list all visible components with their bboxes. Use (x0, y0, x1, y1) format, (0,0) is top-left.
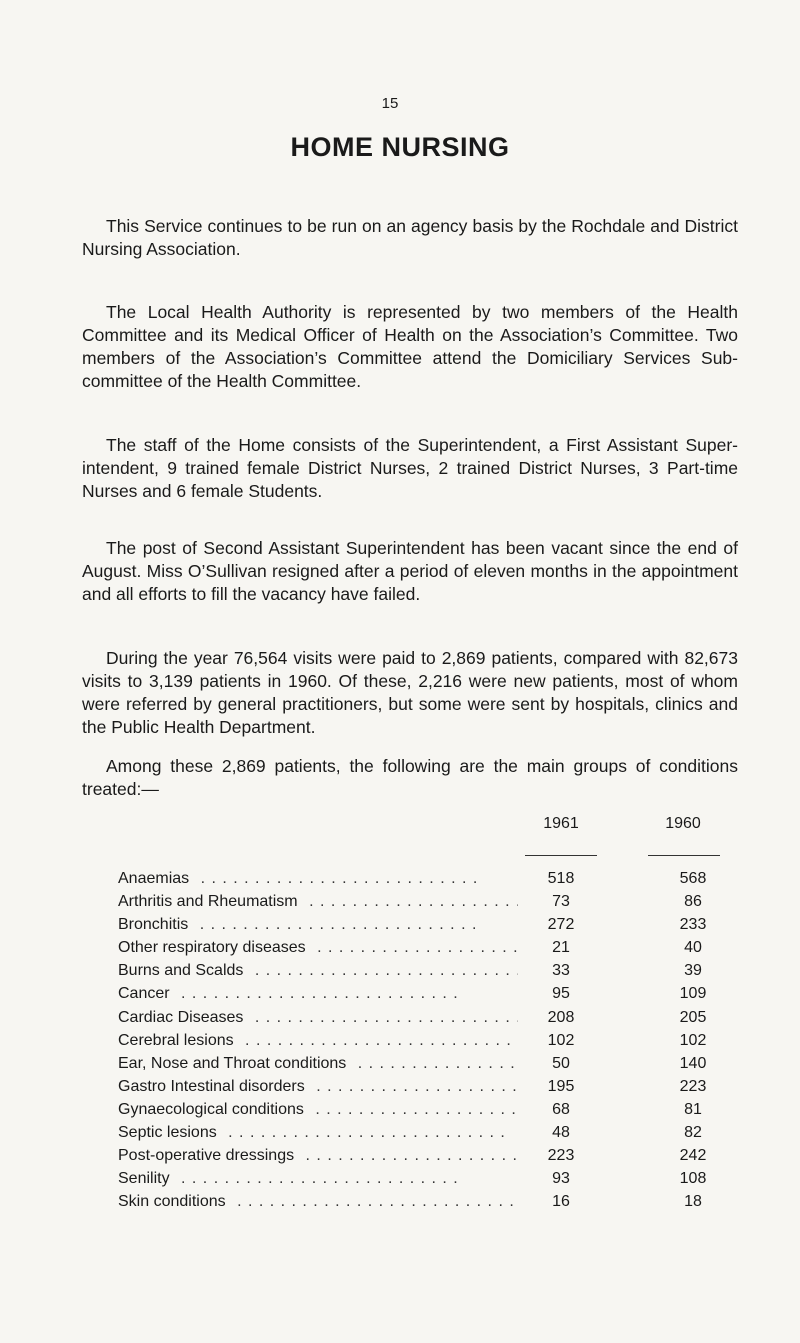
value-1961: 21 (552, 939, 570, 957)
value-1961: 73 (552, 893, 570, 911)
condition-label-text: Skin conditions (118, 1193, 232, 1210)
table-row (118, 1052, 758, 1075)
condition-label-text: Gynaecological conditions (118, 1101, 310, 1118)
value-1960: 233 (679, 916, 707, 934)
condition-label-text: Other respiratory diseases (118, 939, 312, 956)
table-header (118, 815, 758, 867)
table-row (118, 867, 758, 890)
value-1961: 208 (547, 1008, 575, 1026)
value-1961: 95 (552, 985, 570, 1003)
value-1961: 272 (547, 916, 575, 934)
table-row (118, 1144, 758, 1167)
condition-label-text: Cerebral lesions (118, 1032, 240, 1049)
table-row (118, 1006, 758, 1029)
condition-label (118, 1121, 518, 1144)
table-row (118, 959, 758, 982)
value-1960: 40 (684, 939, 702, 957)
paragraph-conditions-intro: Among these 2,869 patients, the following are the main groups of conditions treated:— (82, 756, 738, 799)
condition-label-text: Cancer (118, 985, 176, 1002)
condition-label-text: Post-operative dressings (118, 1147, 300, 1164)
condition-label (118, 1052, 518, 1075)
table-row (118, 890, 758, 913)
column-header-1960: 1960 (665, 815, 701, 832)
condition-label (118, 982, 518, 1005)
value-1961: 195 (547, 1077, 575, 1095)
value-1960: 109 (679, 985, 707, 1003)
table-row (118, 1029, 758, 1052)
table-row (118, 1075, 758, 1098)
condition-label-text: Burns and Scalds (118, 962, 249, 979)
table-row (118, 1121, 758, 1144)
value-1960: 81 (684, 1100, 702, 1118)
value-1960: 18 (684, 1193, 702, 1211)
condition-label (118, 1190, 518, 1213)
condition-label-text: Septic lesions (118, 1124, 223, 1141)
conditions-table (118, 815, 758, 1213)
condition-label (118, 1075, 518, 1098)
condition-label-text: Senility (118, 1170, 176, 1187)
condition-label (118, 936, 518, 959)
value-1961: 102 (547, 1031, 575, 1049)
condition-label-text: Gastro Intestinal disorders (118, 1078, 311, 1095)
condition-label-text: Ear, Nose and Throat conditions (118, 1055, 352, 1072)
paragraph-visits: During the year 76,564 visits were paid to 2,869 patients, compared with 82,673 visits to 3,139 patients in 1960. Of these, 2,216 were new patients, most of whom were referred by general practitioners, but some were sent by hospitals, clinics and the Public Health Department. (82, 648, 738, 737)
condition-label-text: Anaemias (118, 870, 195, 887)
condition-label (118, 1098, 518, 1121)
column-header-1961: 1961 (543, 815, 579, 832)
value-1961: 518 (547, 870, 575, 887)
condition-label (118, 959, 518, 982)
value-1961: 223 (547, 1147, 575, 1165)
page-number: 15 (381, 95, 399, 112)
condition-label (118, 1029, 518, 1052)
paragraph-vacancy: The post of Second Assistant Superintendent has been vacant since the end of August. Miss O’Sullivan resigned after a period of eleven months in the appointment and all efforts to fill the vacancy have failed. (82, 538, 738, 604)
condition-label (118, 1006, 518, 1029)
value-1960: 223 (679, 1077, 707, 1095)
value-1961: 68 (552, 1100, 570, 1118)
header-rule (648, 855, 720, 856)
condition-label (118, 867, 518, 890)
table-row (118, 913, 758, 936)
value-1960: 568 (679, 870, 707, 887)
table-row (118, 936, 758, 959)
value-1960: 140 (679, 1054, 707, 1072)
page-title: HOME NURSING (290, 132, 510, 162)
value-1961: 48 (552, 1124, 570, 1142)
table-row (118, 1190, 758, 1213)
condition-label-text: Bronchitis (118, 916, 194, 933)
value-1961: 16 (552, 1193, 570, 1211)
value-1961: 33 (552, 962, 570, 980)
condition-label (118, 890, 518, 913)
table-row (118, 1167, 758, 1190)
value-1961: 50 (552, 1054, 570, 1072)
paragraph-agency: This Service continues to be run on an agency basis by the Rochdale and District Nursing Association. (82, 216, 738, 259)
table-row (118, 1098, 758, 1121)
value-1960: 108 (679, 1170, 707, 1188)
header-rule (525, 855, 597, 856)
condition-label-text: Cardiac Diseases (118, 1009, 249, 1026)
value-1961: 93 (552, 1170, 570, 1188)
condition-label (118, 1144, 518, 1167)
value-1960: 102 (679, 1031, 707, 1049)
paragraph-staff: The staff of the Home consists of the Superintendent, a First Assistant Super-intendent, 9 trained female District Nurses, 2 trained District Nurses, 3 Part-time Nurses and 6 female Students. (82, 435, 738, 501)
condition-label (118, 1167, 518, 1190)
paragraph-representation: The Local Health Authority is represented by two members of the Health Committee and its Medical Officer of Health on the Association’s Committee. Two members of the Association’s Committee attend the Domiciliary Services Sub-committee of the Health Committee. (82, 302, 738, 391)
value-1960: 82 (684, 1124, 702, 1142)
value-1960: 205 (679, 1008, 707, 1026)
condition-label (118, 913, 518, 936)
value-1960: 39 (684, 962, 702, 980)
condition-label-text: Arthritis and Rheumatism (118, 893, 304, 910)
table-body (118, 867, 758, 1213)
value-1960: 86 (684, 893, 702, 911)
value-1960: 242 (679, 1147, 707, 1165)
table-row (118, 982, 758, 1005)
